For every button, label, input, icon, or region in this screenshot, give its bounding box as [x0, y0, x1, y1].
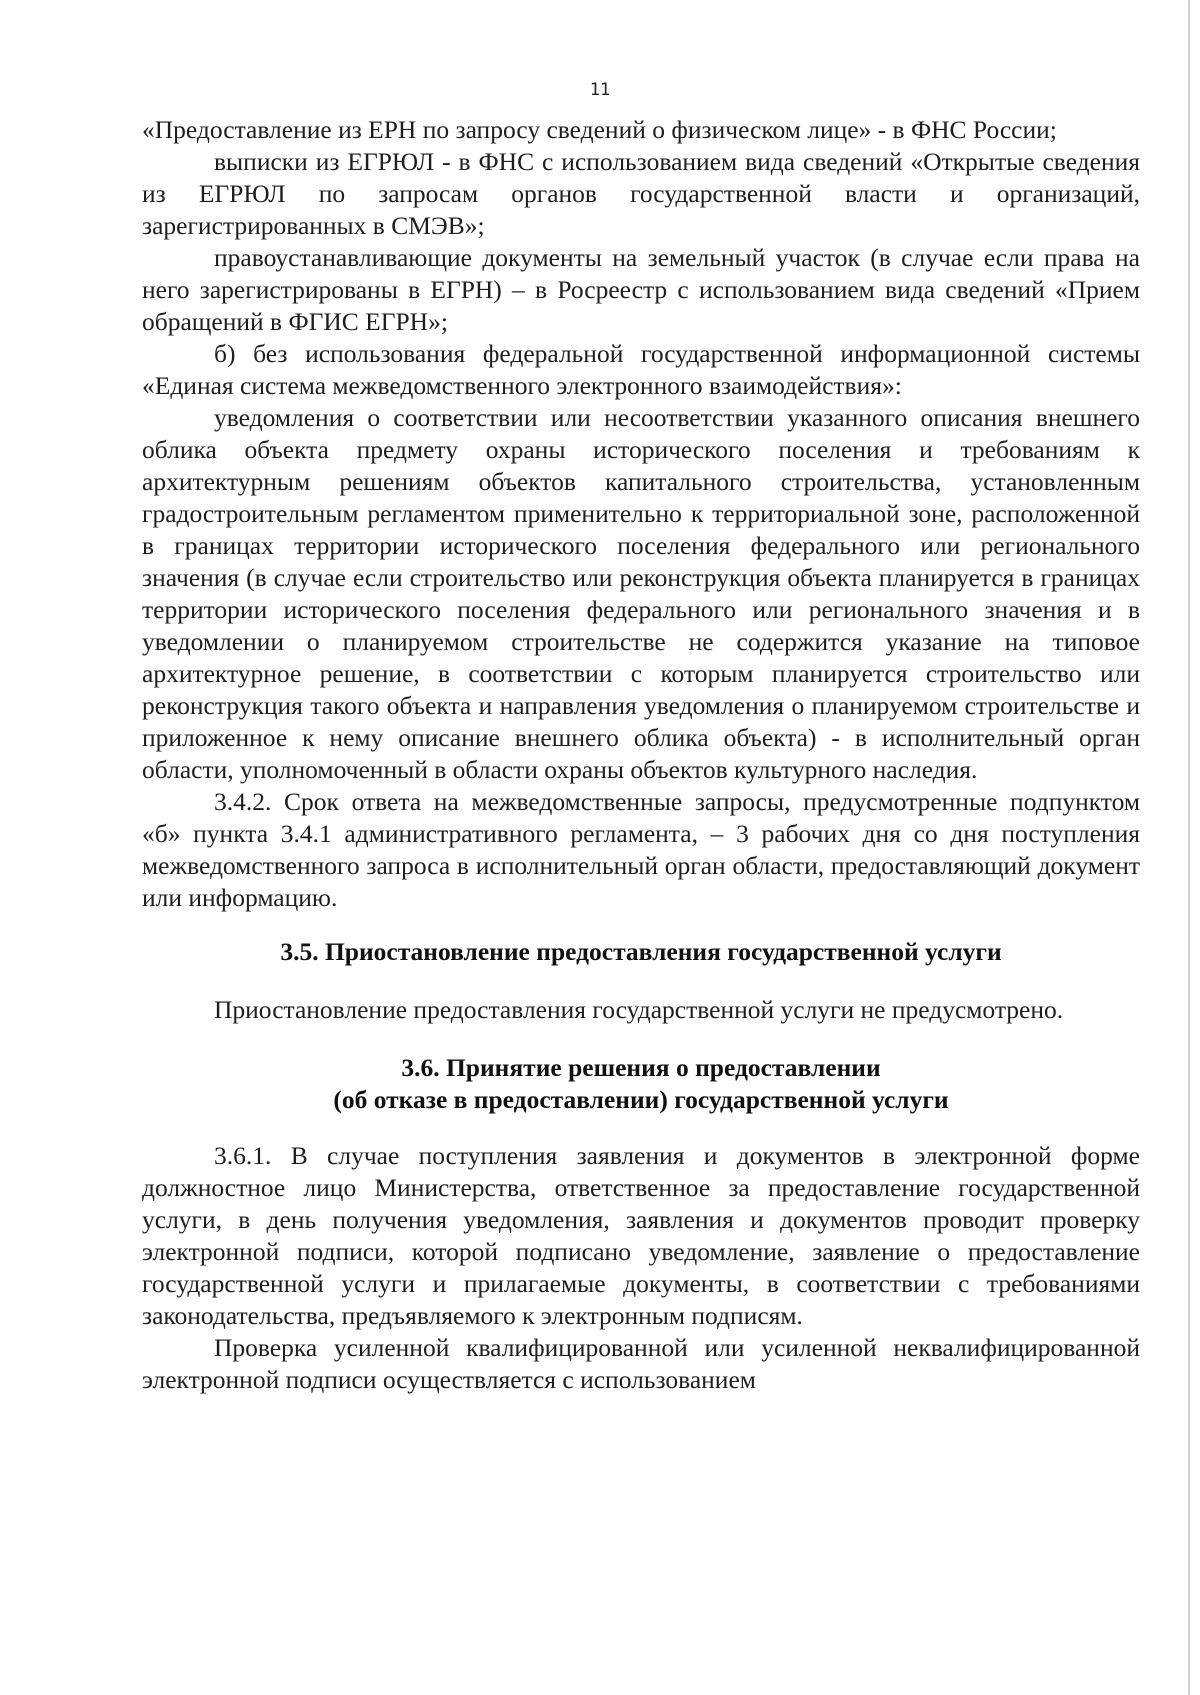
- spacer: [142, 1026, 1140, 1052]
- spacer: [142, 1116, 1140, 1140]
- paragraph-fns-ern: «Предоставление из ЕРН по запросу сведений о физическом лице» - в ФНС России;: [142, 115, 1057, 144]
- paragraph-3-6-1: 3.6.1. В случае поступления заявления и документов в электронной форме должностное лицо Министерства, ответственное за предоставление государственной услуги, в день получения уведомления, заявления и документов проводит проверку электронной подписи, которой подписано уведомление, заявление о предоставление государственной услуги и прилагаемые документы, в соответствии с требованиями законодательства, предъявляемого к электронным подписям.: [142, 1141, 1140, 1330]
- paragraph-land-documents: правоустанавливающие документы на земельный участок (в случае если права на него зарегистрированы в ЕГРН) – в Росреестр с использованием вида сведений «Прием обращений в ФГИС ЕГРН»;: [142, 243, 1140, 336]
- paragraph-signature-check: Проверка усиленной квалифицированной или усиленной неквалифицированной электронной подписи осуществляется с использованием: [142, 1333, 1140, 1394]
- heading-3-6-line1: 3.6. Принятие решения о предоставлении: [401, 1053, 881, 1082]
- page-number: 11: [589, 80, 611, 100]
- heading-3-6-line2: (об отказе в предоставлении) государственной услуги: [333, 1085, 949, 1114]
- paragraph-without-smev: б) без использования федеральной государственной информационной системы «Единая система межведомственного электронного взаимодействия»:: [142, 339, 1140, 400]
- document-body: [142, 114, 1140, 1396]
- spacer: [142, 914, 1140, 936]
- heading-3-5: 3.5. Приостановление предоставления государственной услуги: [280, 937, 1002, 966]
- paragraph-notification-compliance: уведомления о соответствии или несоответствии указанного описания внешнего облика объекта предмету охраны исторического поселения и требованиям к архитектурным решениям объектов капитального строительства, установленным градостроительным регламентом применительно к территориальной зоне, расположенной в границах территории исторического поселения федерального или регионального значения (в случае если строительство или реконструкция объекта планируется в границах территории исторического поселения федерального или регионального значения и в уведомлении о планируемом строительстве не содержится указание на типовое архитектурное решение, в соответствии с которым планируется строительство или реконструкция такого объекта и направления уведомления о планируемом строительстве и приложенное к нему описание внешнего облика объекта) - в исполнительный орган области, уполномоченный в области охраны объектов культурного наследия.: [142, 403, 1140, 784]
- paragraph-suspension: Приостановление предоставления государственной услуги не предусмотрено.: [214, 995, 1064, 1024]
- paragraph-egrul: выписки из ЕГРЮЛ - в ФНС с использованием вида сведений «Открытые сведения из ЕГРЮЛ по запросам органов государственной власти и организаций, зарегистрированных в СМЭВ»;: [142, 147, 1140, 240]
- spacer: [142, 968, 1140, 994]
- paragraph-3-4-2: 3.4.2. Срок ответа на межведомственные запросы, предусмотренные подпунктом «б» пункта 3.4.1 административного регламента, – 3 рабочих дня со дня поступления межведомственного запроса в исполнительный орган области, предоставляющий документ или информацию.: [142, 787, 1140, 912]
- page-edge-divider: [1188, 0, 1190, 1695]
